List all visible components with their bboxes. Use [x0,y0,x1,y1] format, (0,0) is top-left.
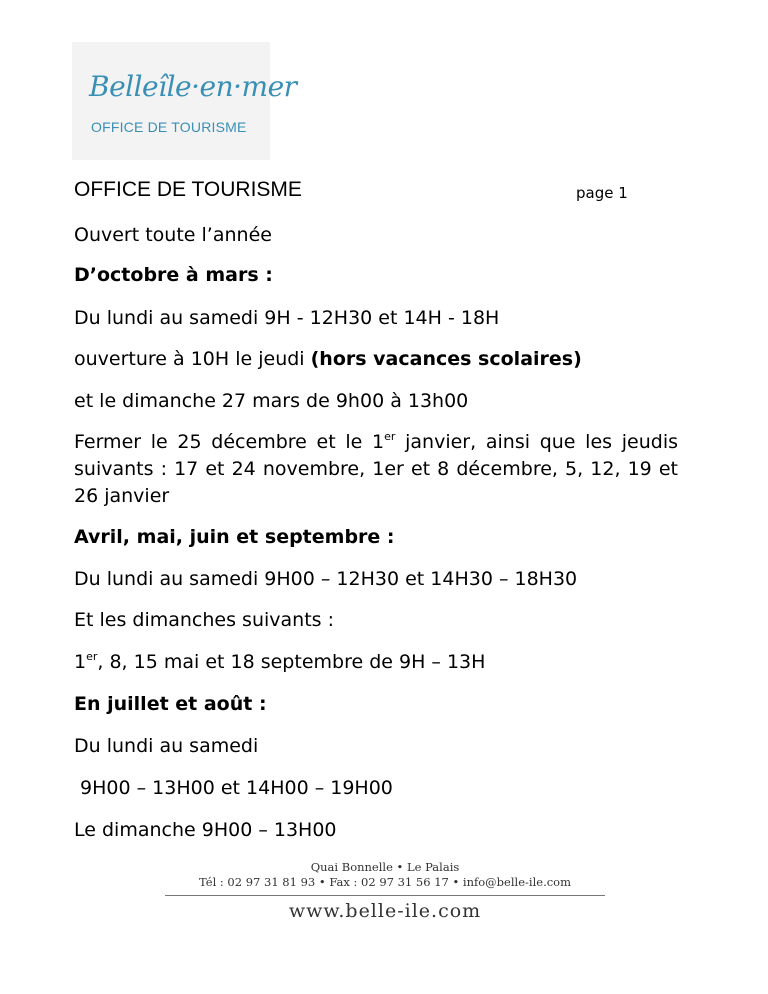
apr-sep-hours: Du lundi au samedi 9H00 – 12H30 et 14H30 – 18H30 [74,568,578,590]
logo-subtitle: OFFICE DE TOURISME [91,119,247,135]
sundays-num: 1 [74,651,87,673]
logo-script-text: Belleîle·en·mer [89,70,297,103]
closed-sup: er [384,430,396,443]
oct-mar-thursday [74,346,582,372]
heading-apr-sep: Avril, mai, juin et septembre : [74,526,395,548]
thursday-note: (hors vacances scolaires) [310,348,582,370]
oct-mar-sunday: et le dimanche 27 mars de 9h00 à 13h00 [74,390,469,412]
sundays-sup: er [86,650,98,663]
jul-aug-hours: 9H00 – 13H00 et 14H00 – 19H00 [74,777,393,799]
footer-website: www.belle-ile.com [288,900,482,922]
page-title: OFFICE DE TOURISME [74,178,302,201]
closed-text-2: janvier, ainsi que les jeudis suivants : 17 et 24 novembre, 1er et 8 décembre, 5, 12, 19 et 26 janvier [74,431,679,507]
logo [72,42,297,160]
closed-days-paragraph [74,429,678,510]
heading-oct-mar: D’octobre à mars : [74,264,273,286]
footer-divider [165,895,605,896]
footer-address: Quai Bonnelle • Le Palais [310,860,460,874]
apr-sep-sundays-intro: Et les dimanches suivants : [74,609,334,631]
heading-jul-aug: En juillet et août : [74,693,267,715]
jul-aug-sunday: Le dimanche 9H00 – 13H00 [74,819,337,841]
apr-sep-sundays [74,649,485,675]
closed-text-1: Fermer le 25 décembre et le 1 [74,431,385,453]
oct-mar-hours: Du lundi au samedi 9H - 12H30 et 14H - 18H [74,307,500,329]
thursday-text: ouverture à 10H le jeudi [74,348,311,370]
footer [165,860,605,922]
sundays-rest: , 8, 15 mai et 18 septembre de 9H – 13H [97,651,486,673]
jul-aug-weekdays: Du lundi au samedi [74,735,259,757]
open-all-year: Ouvert toute l’année [74,224,272,246]
footer-contact: Tél : 02 97 31 81 93 • Fax : 02 97 31 56 17 • info@belle-ile.com [198,875,571,889]
page-number: page 1 [576,184,628,202]
